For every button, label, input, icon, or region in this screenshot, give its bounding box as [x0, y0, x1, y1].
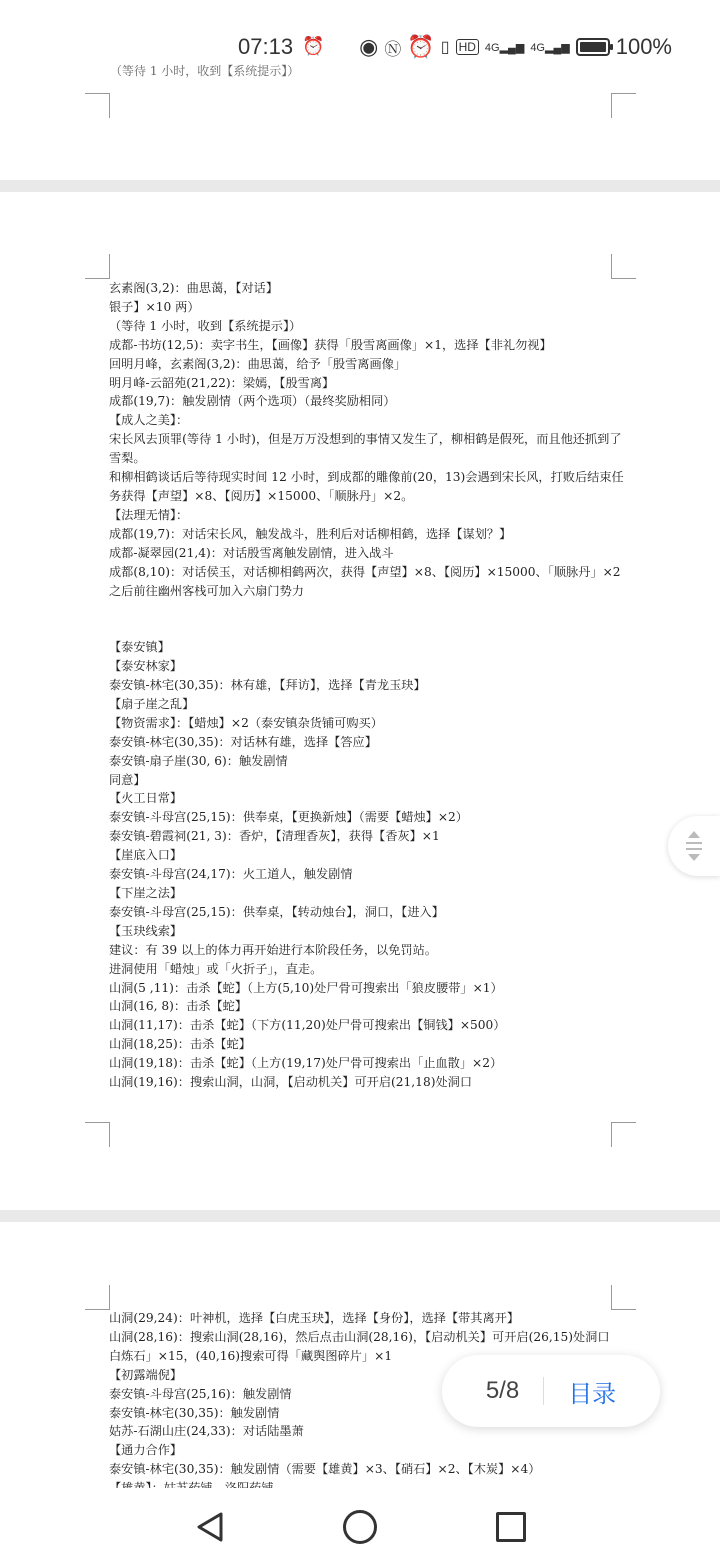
doc-line: 进洞使用「蜡烛」或「火折子」，直走。 [109, 961, 323, 976]
doc-line: 山洞(16, 8)：击杀【蛇】 [109, 999, 248, 1014]
doc-line: 姑苏-石湖山庄(24,33)：对话陆墨萧 [109, 1424, 304, 1439]
doc-line: 【下崖之法】 [109, 885, 183, 900]
page-corner-mark [611, 254, 636, 279]
page-number[interactable]: 5/8 [485, 1377, 520, 1404]
nfc-icon: Ⓝ [384, 39, 402, 59]
doc-line: 泰安镇-扇子崖(30, 6)：触发剧情 [109, 753, 288, 768]
page-corner-mark [85, 93, 110, 118]
doc-line: 回明月峰，玄素阁(3,2)：曲思蔼，给予「殷雪离画像」 [109, 356, 407, 371]
doc-line: 玄素阁(3,2)：曲思蔼，【对话】 [109, 281, 279, 295]
doc-line: 白炼石」×15，(40,16)搜索可得「藏舆图碎片」×1 [109, 1348, 393, 1363]
hd-icon: HD [456, 39, 479, 55]
page-1-cut-text: （等待 1 小时，收到【系统提示】） [110, 64, 300, 78]
doc-line: 泰安镇-斗母宫(25,15)：供奉桌，【更换新烛】（需要【蜡烛】×2） [109, 810, 468, 825]
doc-line: 泰安镇-斗母宫(25,15)：供奉桌，【转动烛台】，洞口，【进入】 [109, 904, 444, 919]
doc-line: 【崖底入口】 [109, 848, 183, 863]
page-corner-mark [85, 1122, 110, 1147]
doc-line: 【扇子崖之乱】 [109, 696, 195, 711]
doc-line: 山洞(11,17)：击杀【蛇】（下方(11,20)处尸骨可搜索出【铜钱】×500） [109, 1018, 506, 1033]
doc-line: 泰安镇-林宅(30,35)：触发剧情 [109, 1405, 280, 1420]
page-corner-mark [85, 254, 110, 279]
alarm-icon: ⏰ [302, 36, 325, 56]
doc-line: 【泰安镇】 [109, 640, 170, 655]
doc-line: 泰安镇-斗母宫(25,16)：触发剧情 [109, 1386, 292, 1401]
status-time: 07:13 [238, 34, 294, 59]
doc-line: 银子】×10 两） [109, 299, 200, 314]
navigation-bar [0, 1488, 720, 1563]
doc-line [109, 600, 629, 619]
doc-line: 泰安镇-林宅(30,35)：林有雄，【拜访】，选择【青龙玉玦】 [109, 678, 426, 692]
doc-line: 成都-书坊(12,5)：卖字书生，【画像】获得「殷雪离画像」×1，选择【非礼勿视】 [109, 337, 552, 352]
page-2-text [109, 279, 629, 1092]
vibrate-icon: ▯ [440, 39, 450, 56]
page-corner-mark [611, 93, 636, 118]
page-gap [0, 1210, 720, 1222]
back-icon[interactable] [195, 1511, 225, 1543]
eye-icon: ◉ [359, 34, 379, 59]
doc-line: 泰安镇-碧霞祠(21, 3)：香炉，【清理香灰】，获得【香灰】×1 [109, 829, 440, 844]
alarm-icon: ⏰ [407, 34, 435, 59]
doc-line: 成都(8,10)：对话侯玉，对话柳相鹤两次，获得【声望】×8、【阅历】×15000、「顺脉丹」×2 [109, 564, 621, 579]
toc-button[interactable]: 目录 [568, 1380, 617, 1408]
doc-line: 同意】 [109, 772, 146, 787]
scroll-bar-line [686, 842, 702, 844]
doc-line: 山洞(19,18)：击杀【蛇】（上方(19,17)处尸骨可搜索出「止血散」×2） [109, 1056, 503, 1071]
doc-line: 【法理无情】： [109, 507, 189, 522]
doc-line: 山洞(29,24)：叶神机，选择【白虎玉玦】，选择【身份】，选择【带其离开】 [109, 1311, 520, 1325]
scroll-up-icon [688, 831, 700, 838]
doc-line: 【火工日常】 [109, 791, 183, 806]
scroll-down-icon [688, 854, 700, 861]
signal-4g-icon: 4G▂▄▆ [484, 41, 525, 54]
battery-icon [576, 38, 610, 56]
doc-line: 【成人之美】： [109, 413, 189, 428]
scroll-handle[interactable] [668, 816, 720, 876]
recent-apps-icon[interactable] [496, 1512, 526, 1542]
doc-line [109, 619, 629, 638]
doc-line: （等待 1 小时，收到【系统提示】） [109, 318, 302, 333]
scroll-bar-line [686, 848, 702, 850]
page-corner-mark [85, 1285, 110, 1310]
doc-line: 泰安镇-林宅(30,35)：对话林有雄，选择【答应】 [109, 734, 377, 749]
doc-line: 建议：有 39 以上的体力再开始进行本阶段任务，以免罚站。 [109, 942, 437, 957]
doc-line: 山洞(5 ,11)：击杀【蛇】（上方(5,10)处尸骨可搜索出「狼皮腰带」×1） [109, 980, 503, 995]
page-gap [0, 180, 720, 192]
doc-line: 【泰安林家】 [109, 659, 183, 674]
doc-line: 成都(19,7)：对话宋长风，触发战斗，胜利后对话柳相鹤，选择【谋划？】 [109, 526, 512, 541]
page-indicator[interactable] [442, 1355, 660, 1427]
doc-line: 明月峰-云韶苑(21,22)：梁嫣，【殷雪离】 [109, 375, 335, 390]
signal-4g-icon: 4G▂▄▆ [530, 41, 570, 54]
page-corner-mark [611, 1122, 636, 1147]
battery-percent: 100% [615, 34, 672, 59]
doc-line: 山洞(19,16)：搜索山洞，山洞，【启动机关】可开启(21,18)处洞口 [109, 1075, 473, 1090]
doc-line: 【初露端倪】 [109, 1367, 183, 1382]
doc-line: 宋长风去顶罪(等待 1 小时)，但是万万没想到的事情又发生了，柳相鹤是假死，而且他还抓到了雪梨。 [109, 432, 622, 466]
home-icon[interactable] [343, 1510, 377, 1544]
page-corner-mark [611, 1285, 636, 1310]
doc-line: 【物资需求】：【蜡烛】×2（泰安镇杂货铺可购买） [109, 715, 383, 730]
doc-line: 泰安镇-斗母宫(24,17)：火工道人，触发剧情 [109, 867, 353, 882]
divider [543, 1377, 544, 1405]
doc-line: 成都-凝翠园(21,4)：对话殷雪离触发剧情，进入战斗 [109, 545, 394, 560]
doc-line: 【玉玦线索】 [109, 923, 183, 938]
doc-line: 和柳相鹤谈话后等待现实时间 12 小时，到成都的雕像前(20，13)会遇到宋长风，打败后结束任务获得【声望】×8、【阅历】×15000、「顺脉丹」×2。 [109, 470, 624, 503]
status-bar [0, 0, 720, 90]
doc-line: 山洞(28,16)：搜索山洞(28,16)，然后点击山洞(28,16)，【启动机关】可开启(26,15)处洞口 [109, 1329, 610, 1344]
doc-line: 山洞(18,25)：击杀【蛇】 [109, 1037, 251, 1052]
doc-line: 【通力合作】 [109, 1443, 183, 1458]
doc-line: 泰安镇-林宅(30,35)：触发剧情（需要【雄黄】×3、【硝石】×2、【木炭】×4） [109, 1462, 541, 1477]
doc-line: 成都(19,7)：触发剧情（两个选项）（最终奖励相同） [109, 394, 396, 409]
status-right [359, 34, 672, 60]
status-icons [302, 36, 324, 57]
doc-line: 之后前往幽州客栈可加入六扇门势力 [109, 583, 304, 598]
